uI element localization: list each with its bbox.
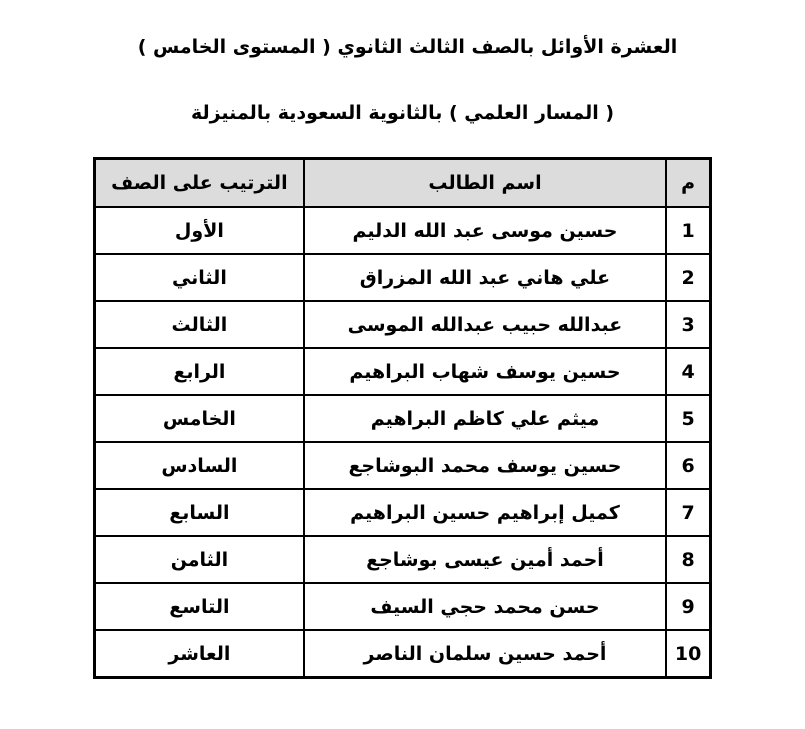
table-row bbox=[95, 442, 710, 489]
table-row bbox=[95, 207, 710, 254]
top-ten-table bbox=[93, 157, 712, 679]
table-row bbox=[95, 348, 710, 395]
student-name: علي هاني عبد الله المزراق bbox=[304, 254, 666, 301]
class-rank: السادس bbox=[95, 442, 304, 489]
student-name: كميل إبراهيم حسين البراهيم bbox=[304, 489, 666, 536]
table-row bbox=[95, 489, 710, 536]
student-name: أحمد أمين عيسى بوشاجع bbox=[304, 536, 666, 583]
row-number: 10 bbox=[666, 630, 710, 677]
student-name: حسن محمد حجي السيف bbox=[304, 583, 666, 630]
class-rank: الثالث bbox=[95, 301, 304, 348]
student-name: حسين يوسف محمد البوشاجع bbox=[304, 442, 666, 489]
header-class-rank: الترتيب على الصف bbox=[95, 159, 304, 207]
row-number: 1 bbox=[666, 207, 710, 254]
student-name: عبدالله حبيب عبدالله الموسى bbox=[304, 301, 666, 348]
row-number: 5 bbox=[666, 395, 710, 442]
class-rank: السابع bbox=[95, 489, 304, 536]
row-number: 8 bbox=[666, 536, 710, 583]
row-number: 7 bbox=[666, 489, 710, 536]
student-name: ميثم علي كاظم البراهيم bbox=[304, 395, 666, 442]
table-row bbox=[95, 254, 710, 301]
class-rank: الثاني bbox=[95, 254, 304, 301]
row-number: 3 bbox=[666, 301, 710, 348]
row-number: 4 bbox=[666, 348, 710, 395]
student-name: أحمد حسين سلمان الناصر bbox=[304, 630, 666, 677]
class-rank: الرابع bbox=[95, 348, 304, 395]
table-row bbox=[95, 630, 710, 677]
header-number: م bbox=[666, 159, 710, 207]
page-title: العشرة الأوائل بالصف الثالث الثانوي ( المستوى الخامس ) bbox=[137, 36, 678, 58]
page-subtitle: ( المسار العلمي ) بالثانوية السعودية بالمنيزلة bbox=[190, 102, 615, 124]
class-rank: الثامن bbox=[95, 536, 304, 583]
class-rank: الأول bbox=[95, 207, 304, 254]
table-row bbox=[95, 583, 710, 630]
table-row bbox=[95, 395, 710, 442]
row-number: 6 bbox=[666, 442, 710, 489]
table-row bbox=[95, 536, 710, 583]
student-name: حسين يوسف شهاب البراهيم bbox=[304, 348, 666, 395]
row-number: 9 bbox=[666, 583, 710, 630]
table-row bbox=[95, 301, 710, 348]
table-header-row bbox=[95, 159, 710, 207]
class-rank: الخامس bbox=[95, 395, 304, 442]
student-name: حسين موسى عبد الله الدليم bbox=[304, 207, 666, 254]
class-rank: العاشر bbox=[95, 630, 304, 677]
row-number: 2 bbox=[666, 254, 710, 301]
header-student-name: اسم الطالب bbox=[304, 159, 666, 207]
class-rank: التاسع bbox=[95, 583, 304, 630]
